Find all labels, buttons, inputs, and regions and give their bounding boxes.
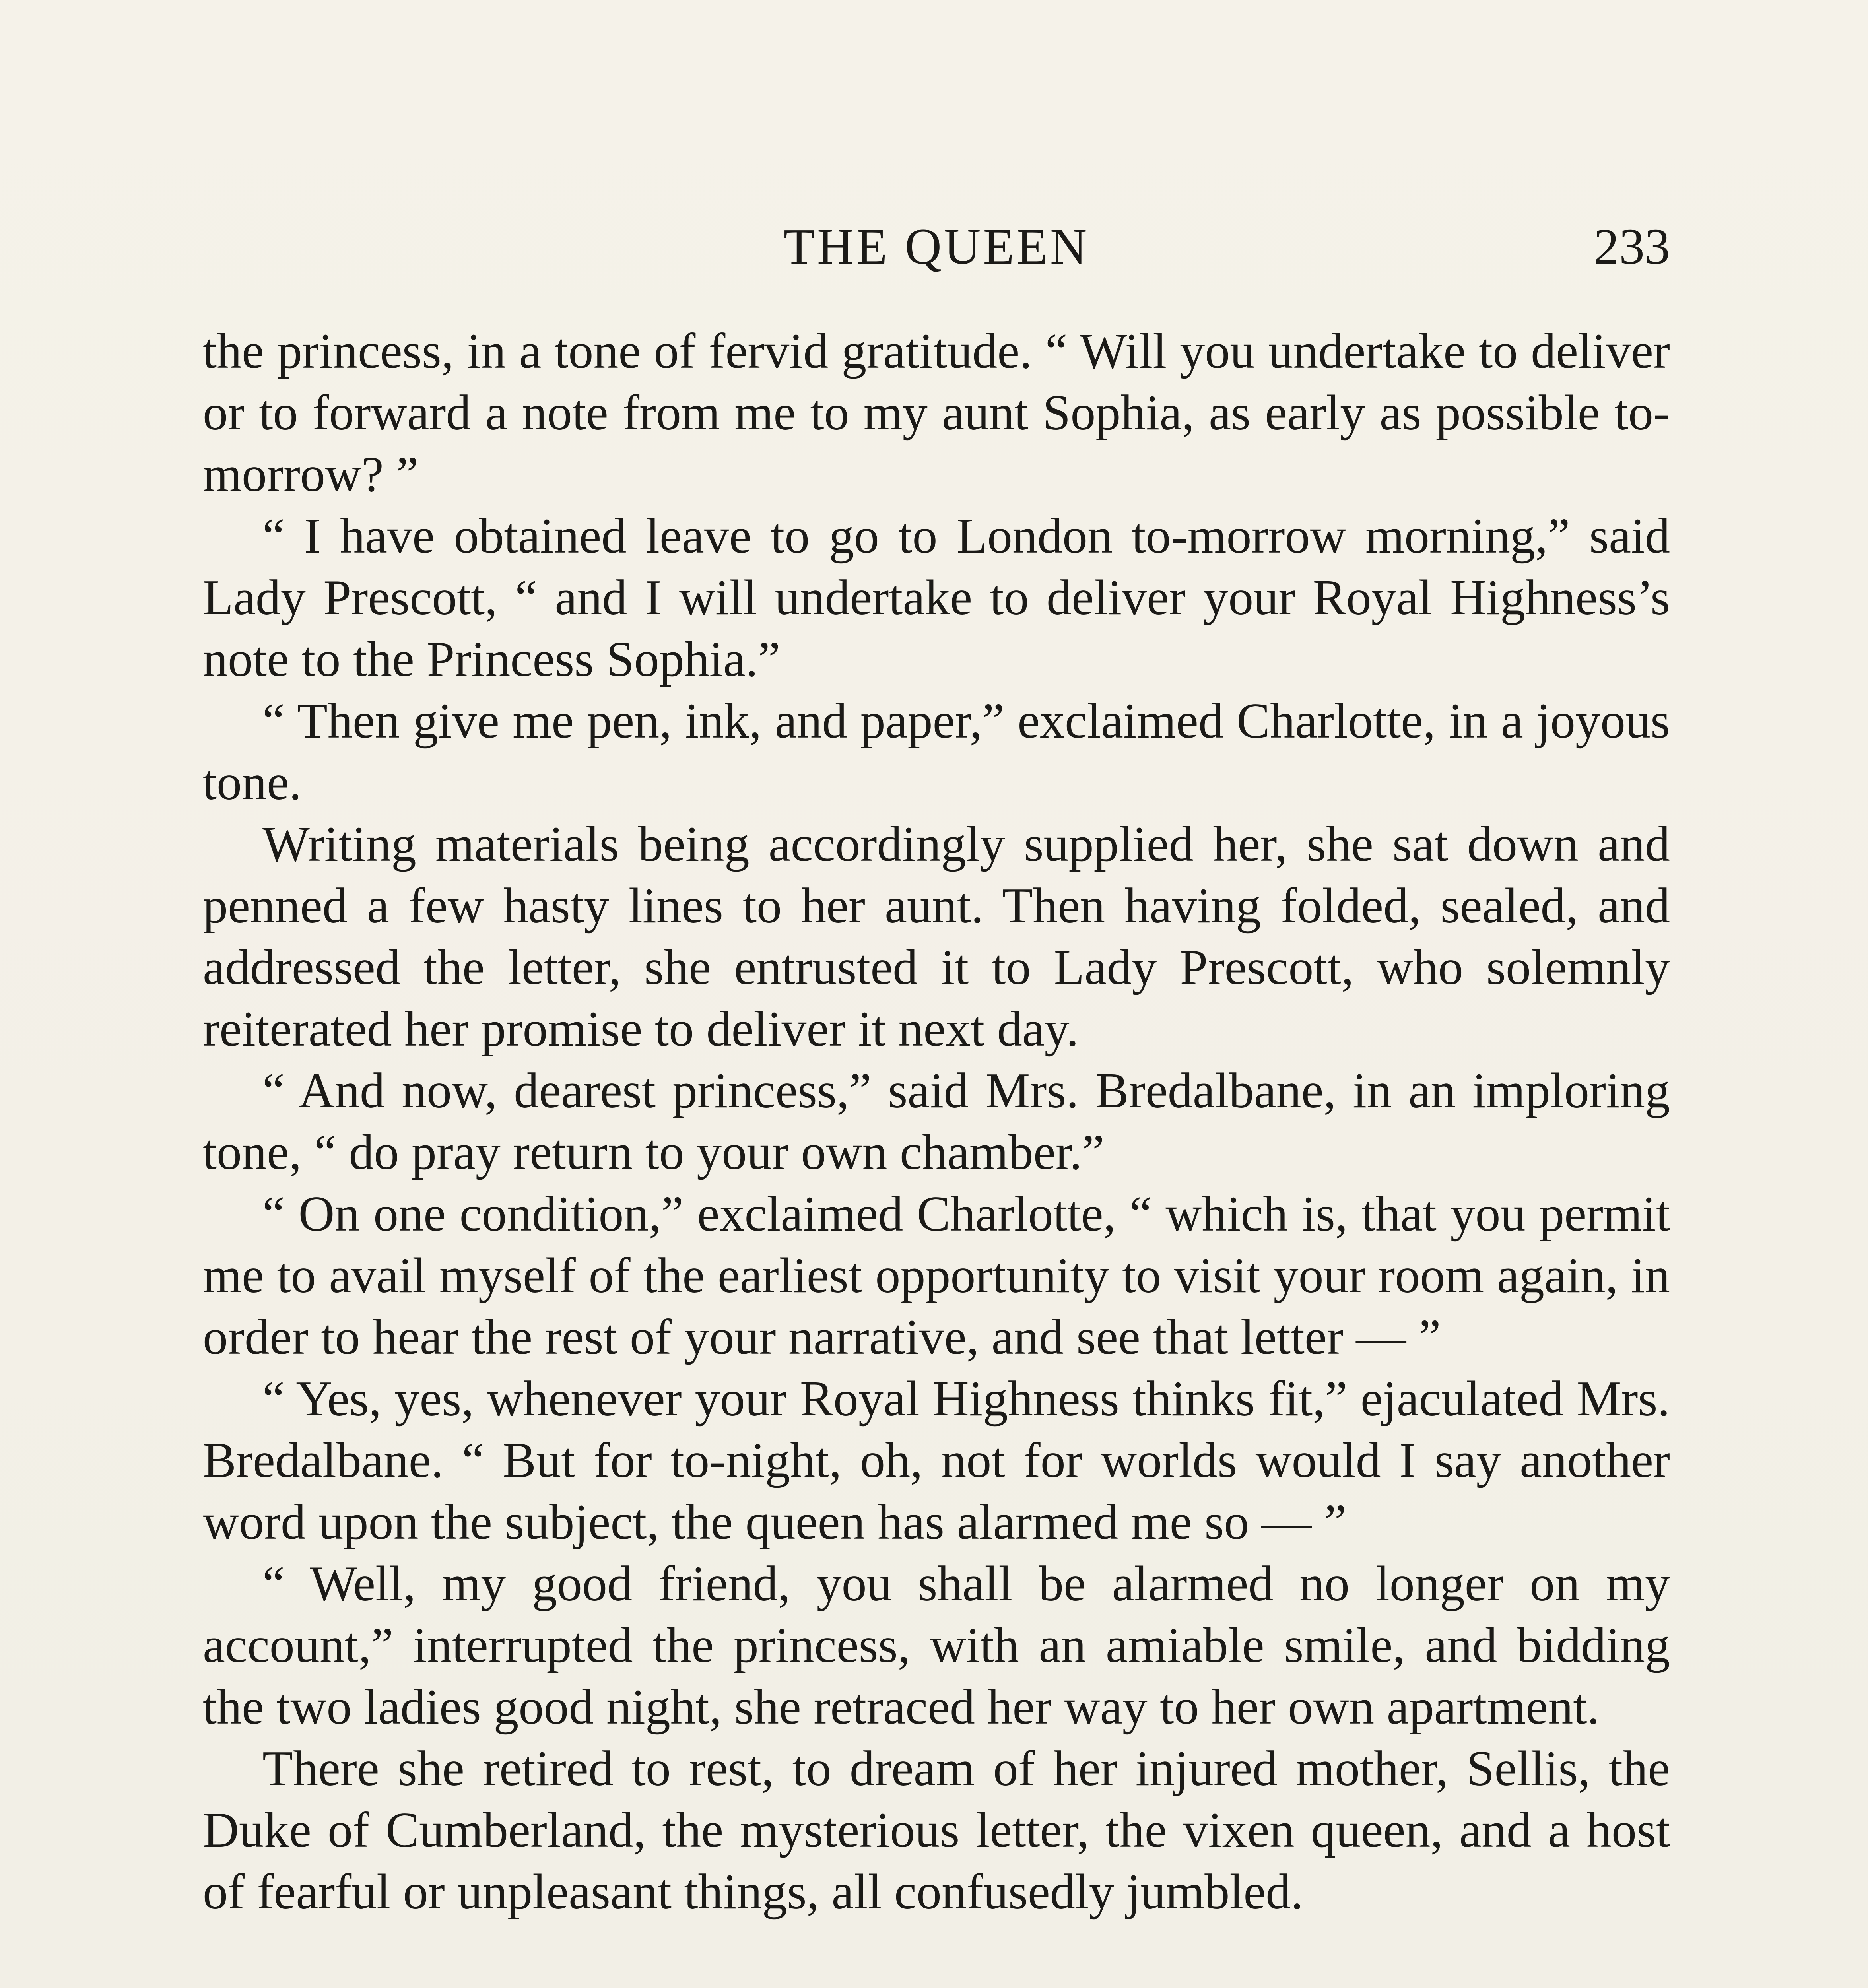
paragraph: There she retired to rest, to dream of her injured mother, Sellis, the Duke of Cumberland, the mysterious letter, the vixen queen, and a host of fearful or unpleasant things, all confusedly jumbled. (203, 1741, 1670, 1920)
body-text (203, 320, 1670, 1923)
paragraph-continuation: the princess, in a tone of fervid gratitude. “ Will you undertake to deliver or to forward a note from me to my aunt Sophia, as early as possible to-morrow? ” (203, 324, 1670, 502)
running-header (203, 215, 1670, 278)
paragraph: Writing materials being accordingly supplied her, she sat down and penned a few hasty lines to her aunt. Then having folded, sealed, and addressed the letter, she entrusted it to Lady Prescott, who solemnly reiterated her promise to deliver it next day. (203, 817, 1670, 1057)
paragraph: “ And now, dearest princess,” said Mrs. Bredalbane, in an imploring tone, “ do pray return to your own chamber.” (203, 1063, 1670, 1180)
paragraph: “ Well, my good friend, you shall be alarmed no longer on my account,” interrupted the princess, with an amiable smile, and bidding the two ladies good night, she retraced her way to her own apartment. (203, 1556, 1670, 1735)
page-number: 233 (1594, 218, 1670, 275)
paragraph: “ On one condition,” exclaimed Charlotte, “ which is, that you permit me to avail myself of the earliest opportunity to visit your room again, in order to hear the rest of your narrative, and see that letter — ” (203, 1186, 1670, 1365)
paragraph: “ I have obtained leave to go to London to-morrow morning,” said Lady Prescott, “ and I will undertake to deliver your Royal Highness’s note to the Princess Sophia.” (203, 509, 1670, 687)
paragraph: “ Yes, yes, whenever your Royal Highness thinks fit,” ejaculated Mrs. Bredalbane. “ But for to-night, oh, not for worlds would I say another word upon the subject, the queen has alarmed me so — ” (203, 1371, 1670, 1550)
paragraph: “ Then give me pen, ink, and paper,” exclaimed Charlotte, in a joyous tone. (203, 693, 1670, 810)
running-title: THE QUEEN (783, 218, 1089, 275)
